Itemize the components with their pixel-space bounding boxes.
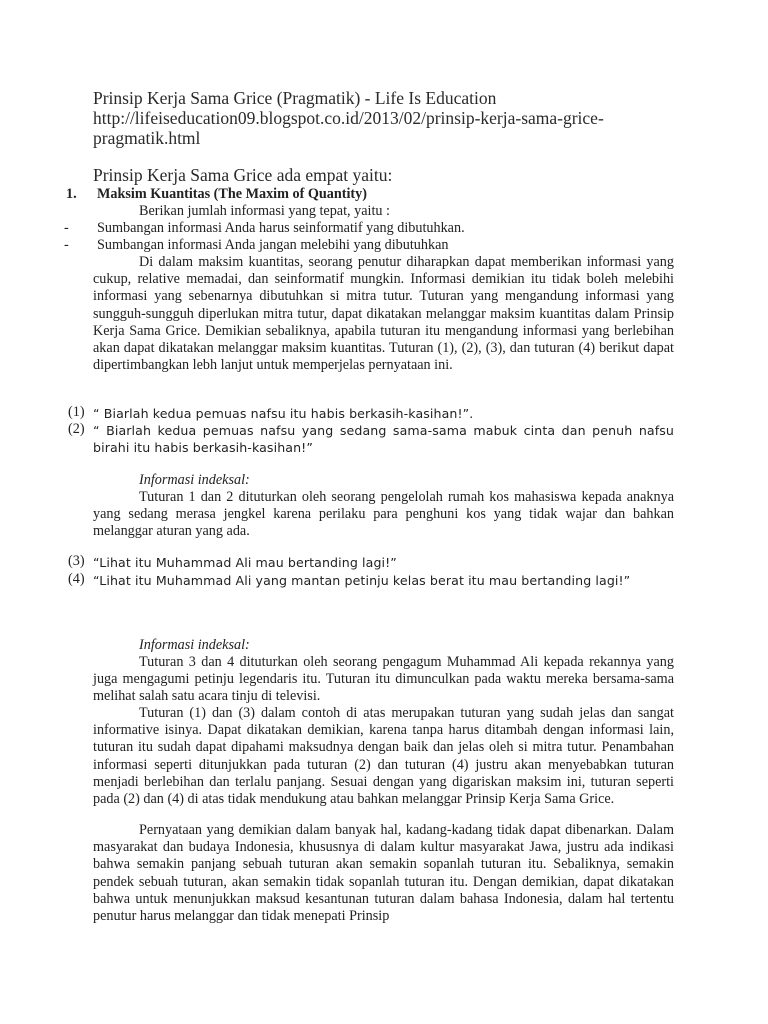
info-label: Informasi indeksal:	[139, 472, 250, 488]
info-label: Informasi indeksal:	[139, 637, 250, 653]
section-number: 1.	[66, 186, 77, 202]
example-number: (2)	[68, 421, 85, 437]
paragraph-quantity: Di dalam maksim kuantitas, seorang penutur diharapkan dapat memberikan informasi yang cukup, relative memadai, dan seinformatif mungkin. Informasi demikian itu tidak boleh melebihi informasi yang sebenarnya dibutuhkan si mitra tutur. Tuturan yang mengandung informasi yang sungguh-sungguh diperlukan mitra tutur, dapat dikatakan melanggar maksim kuantitas dalam Prinsip Kerja Sama Grice. Demikian sebaliknya, apabila tuturan itu mengandung informasi yang berlebihan akan dapat dikatakan melanggar maksim kuantitas. Tuturan (1), (2), (3), dan tuturan (4) berikut dapat dipertimbangkan lebh lanjut untuk memperjelas pernyataan ini.	[93, 254, 674, 374]
document-title: Prinsip Kerja Sama Grice (Pragmatik) - Life Is Education	[93, 88, 497, 108]
info-paragraph: Tuturan 1 dan 2 dituturkan oleh seorang pengelolah rumah kos mahasiswa kepada anaknya yang sedang merasa jengkel karena perilaku para penghuni kos yang tidak wajar dan bahkan melanggar aturan yang ada.	[93, 489, 674, 540]
example-utterance: “ Biarlah kedua pemuas nafsu itu habis berkasih-kasihan!”.	[93, 406, 474, 421]
source-url: http://lifeiseducation09.blogspot.co.id/2013/02/prinsip-kerja-sama-grice-pragmatik.html	[93, 108, 604, 148]
example-utterance: “Lihat itu Muhammad Ali mau bertanding lagi!”	[93, 555, 397, 570]
bullet-item: Sumbangan informasi Anda harus seinformatif yang dibutuhkan.	[97, 220, 465, 236]
example-utterance: “ Biarlah kedua pemuas nafsu yang sedang sama-sama mabuk cinta dan penuh nafsu birahi itu habis berkasih-kasihan!”	[93, 423, 674, 456]
bullet-item: Sumbangan informasi Anda jangan melebihi yang dibutuhkan	[97, 237, 449, 253]
example-utterance: “Lihat itu Muhammad Ali yang mantan petinju kelas berat itu mau bertanding lagi!”	[93, 573, 631, 588]
section-heading: Maksim Kuantitas (The Maxim of Quantity)	[97, 186, 367, 202]
section-lead: Berikan jumlah informasi yang tepat, yaitu :	[139, 203, 390, 219]
example-number: (4)	[68, 571, 85, 587]
paragraph-politeness: Pernyataan yang demikian dalam banyak hal, kadang-kadang tidak dapat dibenarkan. Dalam masyarakat dan budaya Indonesia, khususnya di dalam kultur masyarakat Jawa, justru ada indikasi bahwa semakin panjang sebuah tuturan akan semakin sopanlah tuturan itu. Sebaliknya, semakin pendek sebuah tuturan, akan semakin tidak sopanlah tuturan itu. Dengan demikian, dapat dikatakan bahwa untuk menunjukkan maksud kesantunan tuturan dalam bahasa Indonesia, dalam hal tertentu penutur harus melanggar dan tidak menepati Prinsip	[93, 822, 674, 925]
intro-line: Prinsip Kerja Sama Grice ada empat yaitu:	[93, 165, 393, 185]
info-paragraph: Tuturan 3 dan 4 dituturkan oleh seorang pengagum Muhammad Ali kepada rekannya yang juga mengagumi petinju legendaris itu. Tuturan itu dimunculkan pada waktu mereka bersama-sama melihat salah satu acara tinju di televisi.	[93, 654, 674, 705]
bullet-dash: -	[64, 220, 69, 236]
paragraph-analysis: Tuturan (1) dan (3) dalam contoh di atas merupakan tuturan yang sudah jelas dan sangat informative isinya. Dapat dikatakan demikian, karena tanpa harus ditambah dengan informasi lain, tuturan itu sudah dapat dipahami maksudnya dengan baik dan jelas oleh si mitra tutur. Penambahan informasi seperti ditunjukkan pada tuturan (2) dan tuturan (4) justru akan menyebabkan tuturan menjadi berlebihan dan terlalu panjang. Sesuai dengan yang digariskan maksim ini, tuturan seperti pada (2) dan (4) di atas tidak mendukung atau bahkan melanggar Prinsip Kerja Sama Grice.	[93, 705, 674, 808]
bullet-dash: -	[64, 237, 69, 253]
example-number: (3)	[68, 553, 85, 569]
example-number: (1)	[68, 404, 85, 420]
